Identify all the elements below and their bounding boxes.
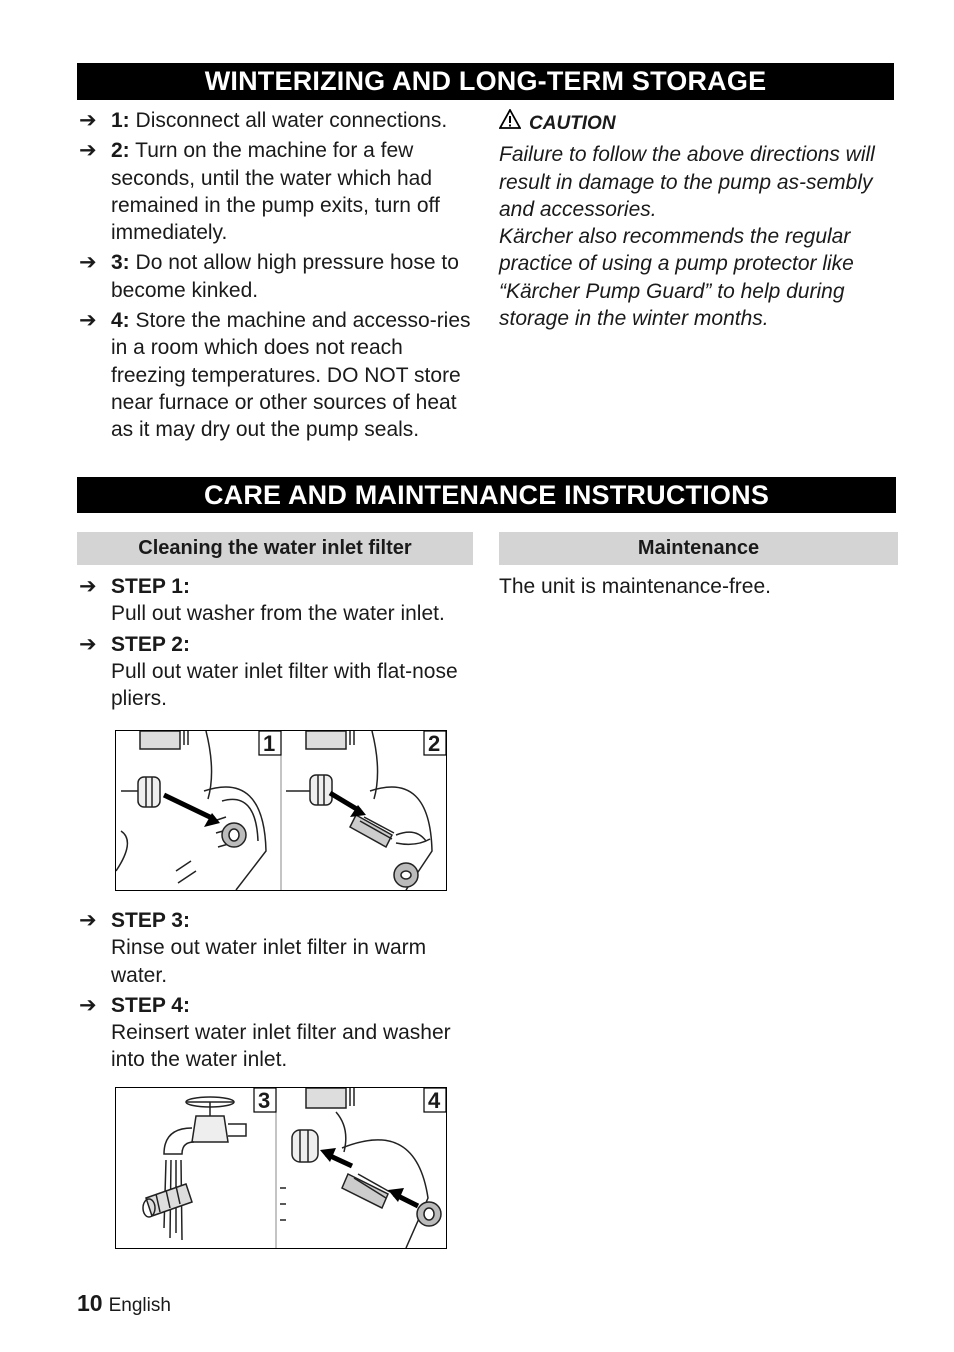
step-label: STEP 1:: [111, 575, 190, 598]
list-item: [79, 907, 475, 989]
steps-list-bottom: [79, 907, 475, 1077]
winterizing-list: [79, 107, 475, 447]
list-item: [79, 107, 475, 134]
step-text: Reinsert water inlet filter and washer into the water inlet.: [111, 1021, 451, 1072]
step-text: Pull out water inlet filter with flat-nose pliers.: [111, 659, 458, 711]
item-number: 2:: [111, 139, 130, 163]
item-text: Do not allow high pressure hose to become kinked.: [111, 251, 459, 302]
item-number: 4:: [111, 309, 130, 333]
item-text: Store the machine and accesso-ries in a room which does not reach freezing temperatures. DO NOT store near furnace or other sources of heat as it may dry out the pump seals.: [111, 309, 471, 442]
figure-number: 3: [258, 1088, 271, 1113]
steps-list-top: [79, 573, 475, 715]
language-label: English: [108, 1295, 171, 1316]
caution-text: Failure to follow the above directions will result in damage to the pump as-sembly and accessories.: [499, 143, 875, 221]
step-text: Rinse out water inlet filter in warm water.: [111, 936, 427, 987]
caution-label: CAUTION: [529, 112, 616, 134]
section-title-winterizing: WINTERIZING AND LONG-TERM STORAGE: [77, 63, 894, 100]
subsection-title-maintenance: Maintenance: [499, 532, 898, 565]
recommendation-text: Kärcher also recommends the regular practice of using a pump protector like “Kärcher Pump Guard” to help during storage in the winter months.: [499, 225, 854, 331]
arrow-right-icon: ➔: [79, 993, 97, 1017]
list-item: [79, 992, 475, 1074]
arrow-right-icon: ➔: [79, 251, 97, 275]
list-item: [79, 631, 475, 713]
list-item: [79, 137, 475, 246]
page-number: 10: [77, 1290, 103, 1316]
figure-number: 2: [428, 731, 441, 756]
page-footer: [77, 1290, 171, 1317]
item-text: Turn on the machine for a few seconds, until the water which had remained in the pump exits, turn off immediately.: [111, 139, 440, 245]
caution-block: [499, 109, 889, 332]
figure-steps-3-4: [115, 1087, 447, 1249]
arrow-right-icon: ➔: [79, 632, 97, 656]
arrow-right-icon: ➔: [79, 109, 97, 132]
item-number: 1:: [111, 109, 130, 132]
arrow-right-icon: ➔: [79, 909, 97, 932]
arrow-right-icon: ➔: [79, 139, 97, 163]
caution-heading: [499, 109, 889, 137]
section-title-care: CARE AND MAINTENANCE INSTRUCTIONS: [77, 477, 896, 513]
step-label: STEP 3:: [111, 909, 190, 932]
step-label: STEP 4:: [111, 993, 190, 1017]
step-text: Pull out washer from the water inlet.: [111, 602, 445, 626]
item-text: Disconnect all water connections.: [129, 109, 448, 132]
figure-number: 1: [263, 731, 276, 756]
maintenance-text: The unit is maintenance-free.: [499, 575, 771, 598]
subsection-title-cleaning: Cleaning the water inlet filter: [77, 532, 473, 565]
list-item: [79, 249, 475, 304]
list-item: [79, 307, 475, 443]
arrow-right-icon: ➔: [79, 309, 97, 333]
step-label: STEP 2:: [111, 632, 190, 656]
item-number: 3:: [111, 251, 130, 275]
arrow-right-icon: ➔: [79, 575, 97, 598]
list-item: [79, 573, 475, 628]
figure-steps-1-2: [115, 730, 447, 891]
figure-number: 4: [428, 1088, 441, 1113]
warning-triangle-icon: [499, 109, 521, 137]
